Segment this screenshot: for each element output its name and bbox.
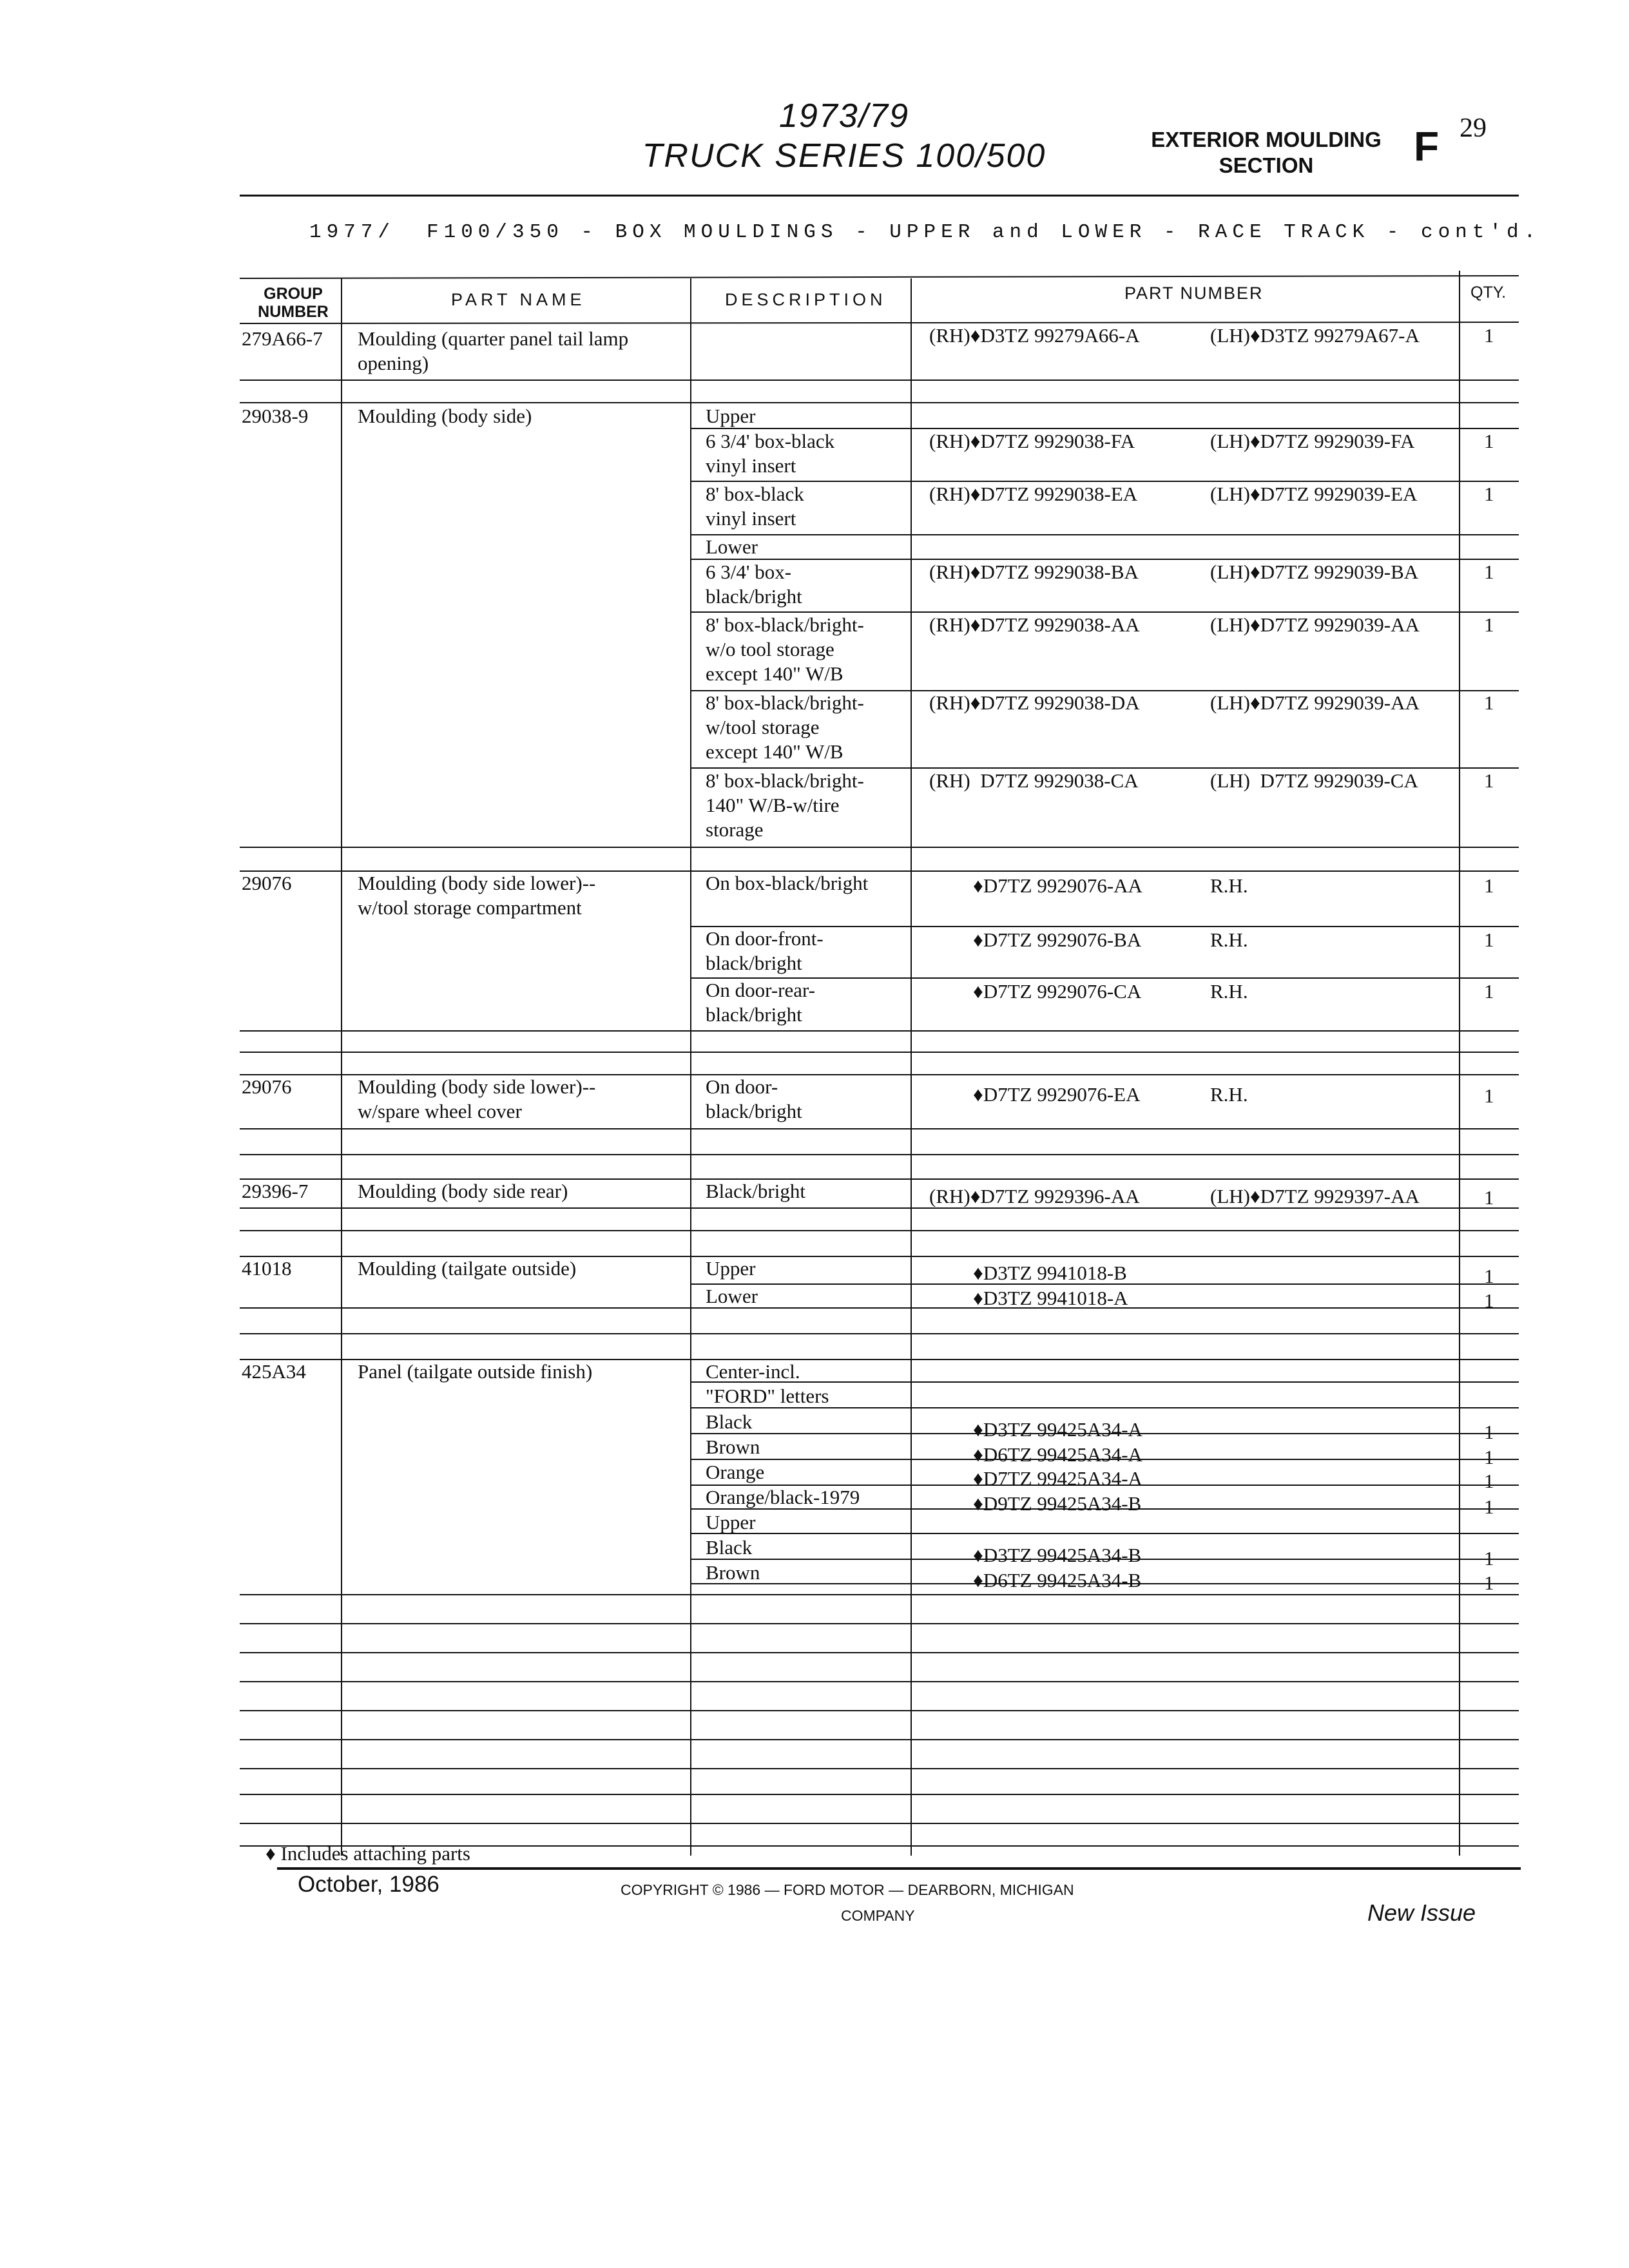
part-number-rh: ♦D7TZ 99425A34-A — [973, 1467, 1142, 1490]
description: 8' box-black/bright- 140" W/B-w/tire storage — [706, 769, 864, 841]
qty: 1 — [1484, 928, 1494, 951]
part-name: Moulding (quarter panel tail lamp opening) — [358, 327, 629, 374]
part-name: Moulding (body side rear) — [358, 1180, 568, 1202]
group-number: 29038-9 — [242, 405, 309, 427]
qty: 1 — [1484, 1495, 1494, 1518]
group-number: 41018 — [242, 1257, 292, 1280]
description: Black — [706, 1536, 753, 1559]
description: Upper — [706, 1511, 756, 1533]
footer-company: COMPANY — [841, 1907, 915, 1924]
description: Lower — [706, 1285, 758, 1307]
part-name: Moulding (body side lower)-- w/tool storage compartment — [358, 872, 596, 919]
part-number-rh: (RH)♦D7TZ 9929396-AA — [929, 1185, 1140, 1207]
qty: 1 — [1484, 1421, 1494, 1443]
description: Brown — [706, 1561, 760, 1584]
description: 8' box-black vinyl insert — [706, 483, 804, 530]
part-number-rh: ♦D7TZ 9929076-EA — [973, 1083, 1141, 1106]
part-number-rh: ♦D3TZ 99425A34-A — [973, 1418, 1142, 1441]
part-number-rh: ♦D7TZ 9929076-AA — [973, 874, 1142, 897]
section-letter: F — [1414, 123, 1440, 169]
qty: 1 — [1484, 1446, 1494, 1468]
description: On door- black/bright — [706, 1075, 802, 1122]
description: Orange/black-1979 — [706, 1486, 860, 1508]
group-number: 29396-7 — [242, 1180, 309, 1202]
group-number: 29076 — [242, 872, 292, 894]
part-number-rh: (RH)♦D3TZ 99279A66-A — [929, 324, 1140, 347]
qty: 1 — [1484, 769, 1494, 792]
qty: 1 — [1484, 1547, 1494, 1570]
part-name: Moulding (body side) — [358, 405, 532, 427]
side-note: R.H. — [1210, 874, 1248, 897]
description: On door-front- black/bright — [706, 927, 824, 974]
description: 6 3/4' box-black vinyl insert — [706, 430, 835, 477]
part-number-rh: ♦D7TZ 9929076-BA — [973, 928, 1142, 951]
footer-date: October, 1986 — [298, 1872, 439, 1897]
part-number-rh: ♦D6TZ 99425A34-A — [973, 1443, 1142, 1466]
part-number-rh: (RH) D7TZ 9929038-CA — [929, 769, 1139, 792]
part-number-lh: (LH)♦D3TZ 99279A67-A — [1210, 324, 1420, 347]
section-title-line1: EXTERIOR MOULDING — [1151, 128, 1382, 151]
page-number: 29 — [1460, 113, 1487, 143]
header-series: TRUCK SERIES 100/500 — [642, 137, 1046, 175]
side-note: R.H. — [1210, 928, 1248, 951]
part-number-lh: (LH)♦D7TZ 9929039-AA — [1210, 613, 1420, 636]
part-number-rh: (RH)♦D7TZ 9929038-BA — [929, 561, 1139, 583]
subtitle-text: F100/350 - BOX MOULDINGS - UPPER and LOWER - RACE TRACK - cont'd. — [427, 221, 1541, 244]
qty: 1 — [1484, 613, 1494, 636]
description: On door-rear- black/bright — [706, 979, 816, 1026]
description: Black/bright — [706, 1180, 805, 1202]
part-number-rh: (RH)♦D7TZ 9929038-EA — [929, 483, 1138, 505]
description: Upper — [706, 1257, 756, 1280]
part-number-rh: ♦D3TZ 9941018-A — [973, 1287, 1128, 1309]
part-number-rh: ♦D7TZ 9929076-CA — [973, 980, 1142, 1003]
side-note: R.H. — [1210, 1083, 1248, 1106]
qty: 1 — [1484, 980, 1494, 1003]
description: On box-black/bright — [706, 872, 869, 894]
section-title-line2: SECTION — [1219, 153, 1314, 177]
footer-rule — [277, 1867, 1521, 1870]
part-name: Moulding (body side lower)-- w/spare wheel cover — [358, 1075, 596, 1122]
part-number-lh: (LH)♦D7TZ 9929039-AA — [1210, 691, 1420, 714]
col-header-part-number: PART NUMBER — [1124, 284, 1264, 303]
subtitle-year: 1977/ — [309, 221, 396, 244]
description: Black — [706, 1410, 753, 1433]
description: Lower — [706, 535, 758, 558]
part-number-rh: ♦D3TZ 9941018-B — [973, 1262, 1127, 1284]
col-header-qty: QTY. — [1470, 284, 1507, 302]
qty: 1 — [1484, 430, 1494, 452]
description: 8' box-black/bright- w/tool storage except 140" W/B — [706, 691, 864, 763]
part-number-lh: (LH)♦D7TZ 9929397-AA — [1210, 1185, 1420, 1207]
qty: 1 — [1484, 1265, 1494, 1287]
footnote: ♦ Includes attaching parts — [265, 1842, 470, 1865]
group-number: 425A34 — [242, 1360, 306, 1383]
qty: 1 — [1484, 324, 1494, 347]
description: 6 3/4' box- black/bright — [706, 561, 802, 608]
part-number-rh: ♦D9TZ 99425A34-B — [973, 1492, 1142, 1515]
col-header-part-name: PART NAME — [451, 290, 586, 309]
qty: 1 — [1484, 1289, 1494, 1312]
qty: 1 — [1484, 561, 1494, 583]
qty: 1 — [1484, 1571, 1494, 1594]
part-number-lh: (LH) D7TZ 9929039-CA — [1210, 769, 1418, 792]
group-number: 29076 — [242, 1075, 292, 1098]
part-number-rh: (RH)♦D7TZ 9929038-FA — [929, 430, 1135, 452]
part-number-lh: (LH)♦D7TZ 9929039-BA — [1210, 561, 1419, 583]
part-name: Moulding (tailgate outside) — [358, 1257, 577, 1280]
description: Center-incl. "FORD" letters — [706, 1360, 829, 1407]
qty: 1 — [1484, 483, 1494, 505]
col-header-description: DESCRIPTION — [725, 290, 887, 309]
side-note: R.H. — [1210, 980, 1248, 1003]
footer-status: New Issue — [1367, 1899, 1476, 1926]
qty: 1 — [1484, 1470, 1494, 1492]
description: Upper — [706, 405, 756, 427]
group-number: 279A66-7 — [242, 327, 323, 350]
qty: 1 — [1484, 874, 1494, 897]
qty: 1 — [1484, 1084, 1494, 1107]
part-number-rh: ♦D3TZ 99425A34-B — [973, 1544, 1142, 1566]
description: 8' box-black/bright- w/o tool storage except 140" W/B — [706, 613, 864, 685]
part-number-rh: (RH)♦D7TZ 9929038-DA — [929, 691, 1140, 714]
description: Orange — [706, 1461, 765, 1483]
part-name: Panel (tailgate outside finish) — [358, 1360, 593, 1383]
qty: 1 — [1484, 1186, 1494, 1209]
description: Brown — [706, 1436, 760, 1458]
part-number-lh: (LH)♦D7TZ 9929039-EA — [1210, 483, 1418, 505]
qty: 1 — [1484, 691, 1494, 714]
part-number-lh: (LH)♦D7TZ 9929039-FA — [1210, 430, 1415, 452]
part-number-rh: ♦D6TZ 99425A34-B — [973, 1569, 1142, 1591]
col-header-group-number: GROUP NUMBER — [258, 285, 329, 321]
footer-copyright: COPYRIGHT © 1986 — FORD MOTOR — DEARBORN, MICHIGAN — [621, 1881, 1074, 1898]
part-number-rh: (RH)♦D7TZ 9929038-AA — [929, 613, 1140, 636]
header-years: 1973/79 — [779, 97, 909, 135]
